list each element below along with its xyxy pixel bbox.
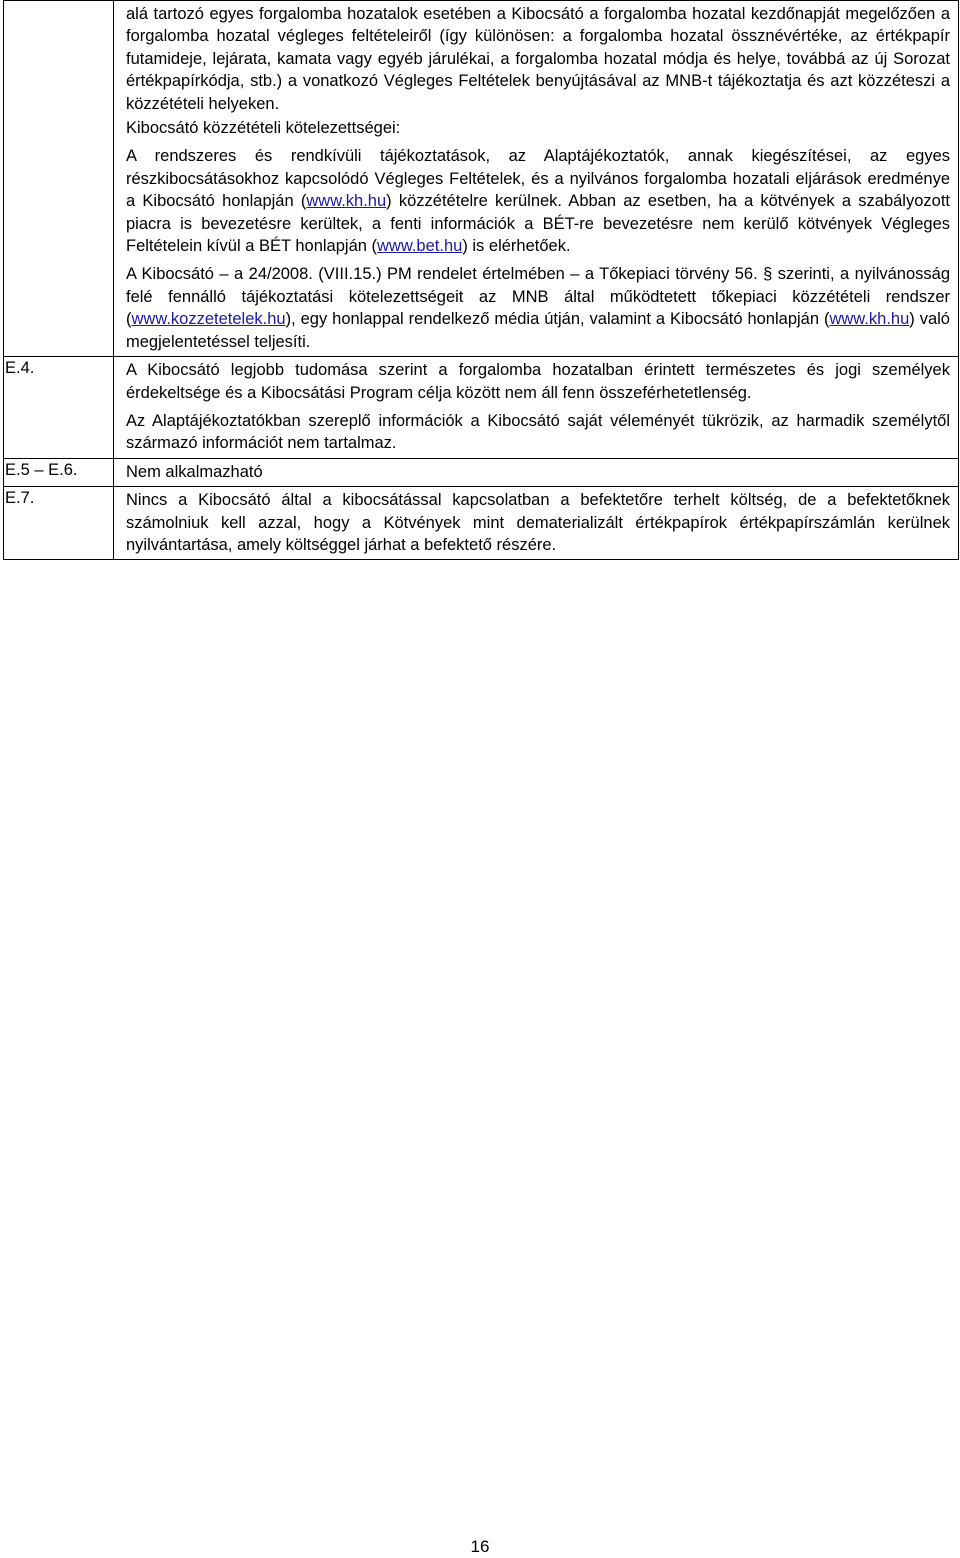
row-label: E.5 – E.6.: [4, 458, 114, 486]
row-content: [114, 1, 959, 357]
text-run: ) közzétételre kerülnek. Abban az esetben, ha a kötvények a szabályozott piacra is bevezetésre kerültek, a fenti információk a BÉT-re bevezetésre nem kerülő kötvények Végleges Feltételein kívül a BÉT honlapján (: [126, 192, 950, 256]
paragraph: [126, 263, 950, 353]
row-label: E.4.: [4, 357, 114, 459]
paragraph: [126, 145, 950, 257]
text-run: ) való megjelentetéssel teljesíti.: [126, 310, 950, 351]
link-kh[interactable]: www.kh.hu: [306, 192, 387, 211]
row-label-empty: [4, 1, 114, 357]
text-run: A rendszeres és rendkívüli tájékoztatások, az Alaptájékoztatók, annak kiegészítései, az egyes részkibocsátásokhoz kapcsolódó Végleges Feltételek, és a nyilvános forgalomba hozatali eljárások eredménye a Kibocsátó honlapján (: [126, 147, 950, 211]
link-kozzetetelek[interactable]: www.kozzetetelek.hu: [131, 310, 286, 329]
row-content: [114, 487, 959, 560]
paragraph: alá tartozó egyes forgalomba hozatalok esetében a Kibocsátó a forgalomba hozatal kezdőnapját megelőzően a forgalomba hozatal végleges feltételeiről (így különösen: a forgalomba hozatal össznévértéke, az értékpapír futamideje, lejárata, kamata vagy egyéb járulékai, a forgalomba hozatal módja és helye, továbbá az új Sorozat értékpapírkódja, stb.) a vonatkozó Végleges Feltételek benyújtásával az MNB-t tájékoztatja és azt közzéteszi a közzétételi helyeken.: [126, 5, 950, 113]
text-run: ), egy honlappal rendelkező média útján, valamint a Kibocsátó honlapján (: [285, 310, 830, 329]
text-run: ) is elérhetőek.: [462, 237, 571, 256]
paragraph: Nincs a Kibocsátó által a kibocsátással kapcsolatban a befektetőre terhelt költség, de a befektetőknek számolniuk kell azzal, hogy a Kötvények mint dematerializált értékpapírok értékpapírszámlán kerülnek nyilvántartása, amely költséggel járhat a befektető részére.: [126, 491, 950, 554]
paragraph: A Kibocsátó legjobb tudomása szerint a forgalomba hozatalban érintett természetes és jogi személyek érdekeltsége és a Kibocsátási Program célja között nem áll fenn összeférhetetlenség.: [126, 361, 950, 402]
link-kh[interactable]: www.kh.hu: [829, 310, 910, 329]
paragraph: Nem alkalmazható: [126, 462, 263, 481]
table-row: [4, 1, 959, 357]
row-label: E.7.: [4, 487, 114, 560]
row-content: [114, 458, 959, 486]
table-row: [4, 458, 959, 486]
row-content: [114, 357, 959, 459]
link-bet[interactable]: www.bet.hu: [377, 237, 463, 256]
text-run: A Kibocsátó – a 24/2008. (VIII.15.) PM rendelet értelmében – a Tőkepiaci törvény 56. § szerinti, a nyilvánosság felé fennálló tájékoztatási kötelezettségeit az MNB által működtetett tőkepiaci közzétételi rendszer (: [126, 265, 950, 329]
section-heading: Kibocsátó közzétételi kötelezettségei:: [126, 119, 401, 138]
page-number: 16: [470, 1537, 490, 1556]
table-row: [4, 357, 959, 459]
table-row: [4, 487, 959, 560]
paragraph: Az Alaptájékoztatókban szereplő információk a Kibocsátó saját véleményét tükrözik, az harmadik személytől származó információt nem tartalmaz.: [126, 411, 950, 453]
content-table: [3, 0, 959, 560]
